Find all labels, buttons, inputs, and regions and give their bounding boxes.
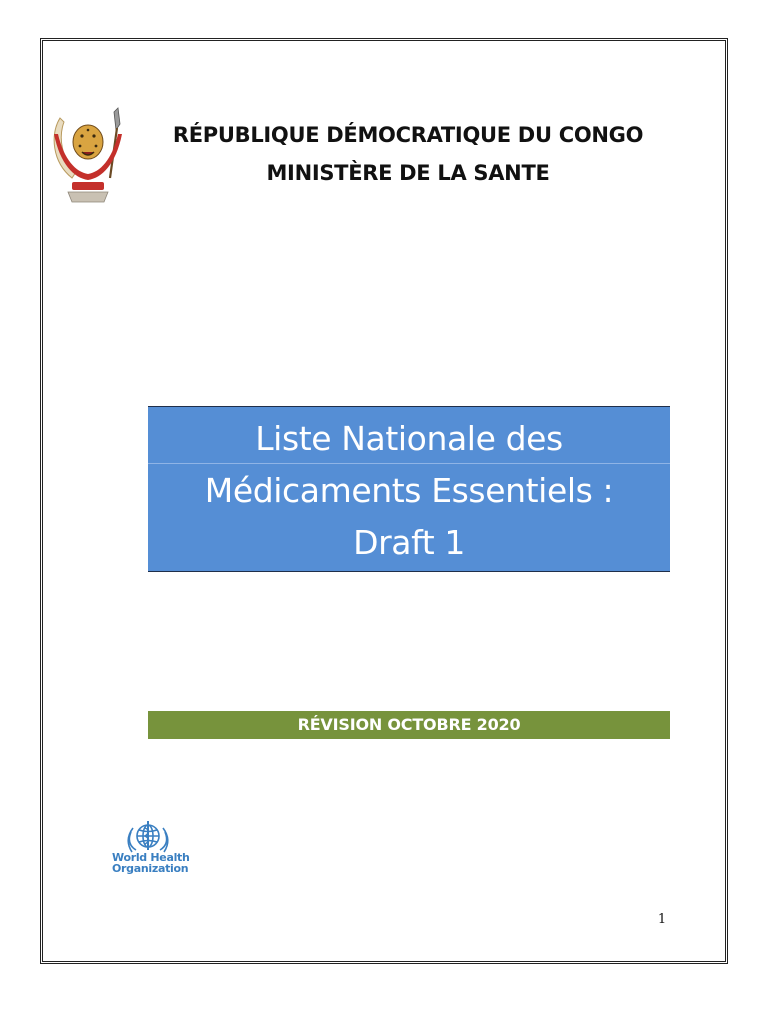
title-line-2: Médicaments Essentiels : [204, 471, 614, 510]
page-number: 1 [657, 912, 667, 927]
title-line-3: Draft 1 [353, 523, 465, 562]
who-wordmark [112, 852, 202, 874]
title-line-1: Liste Nationale des [255, 419, 563, 458]
revision-bar: RÉVISION OCTOBRE 2020 [148, 711, 670, 739]
ministry-name: MINISTÈRE DE LA SANTE [266, 161, 550, 185]
country-name: RÉPUBLIQUE DÉMOCRATIQUE DU CONGO [172, 123, 644, 147]
header-block [138, 116, 678, 192]
coat-of-arms-icon [46, 104, 130, 210]
who-text-line-2: Organization [112, 862, 189, 875]
document-title-box [148, 406, 670, 572]
who-text-line-1: World Health [112, 851, 190, 864]
